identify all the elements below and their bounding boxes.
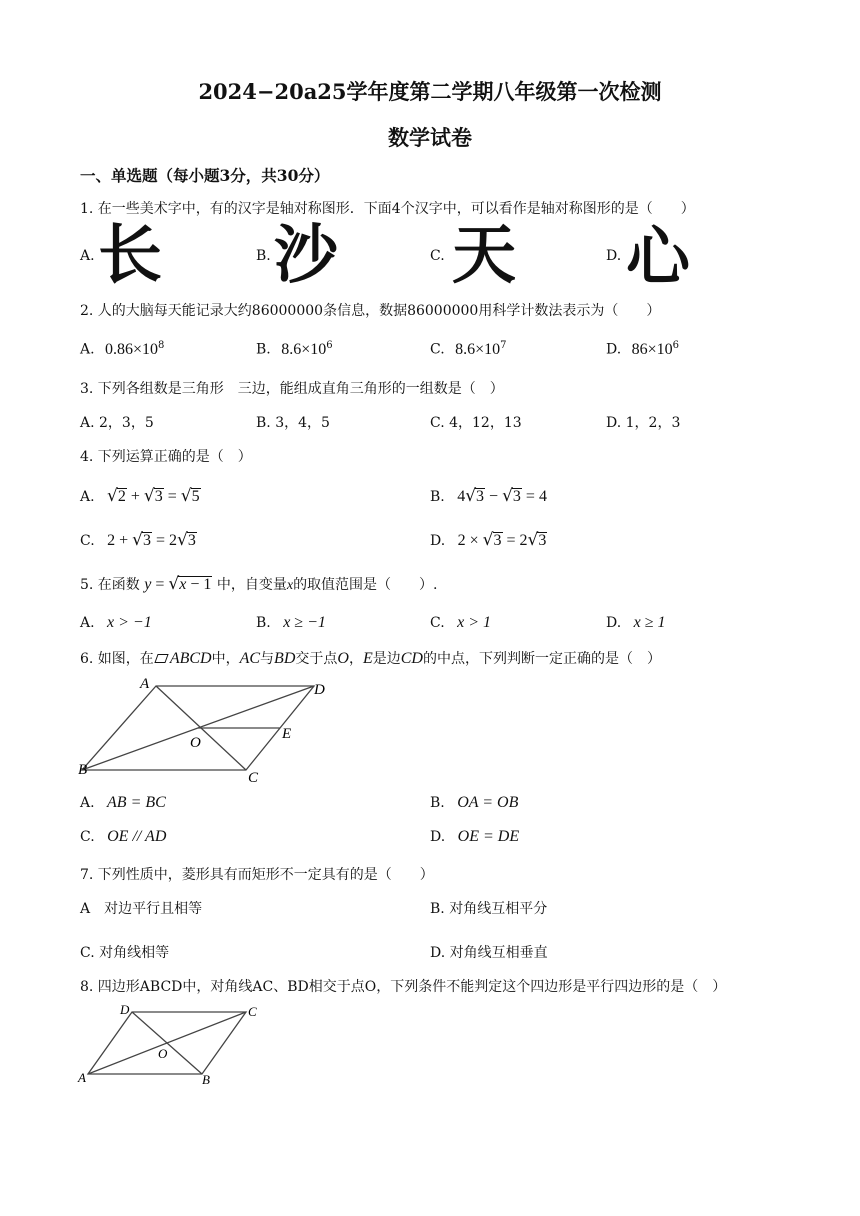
q2-option-c-exp: 7 bbox=[500, 340, 507, 351]
q6-stem-l: CD bbox=[400, 650, 423, 667]
q4-option-b-label: B. bbox=[430, 489, 445, 505]
q8-label-a: A bbox=[78, 1070, 86, 1085]
q1-option-c-label: C. bbox=[430, 248, 445, 264]
question-3-stem: 3. 下列各组数是三角形 三边，能组成直角三角形的一组数是（ ） bbox=[80, 381, 504, 397]
q7-option-b: B. 对角线互相平分 bbox=[430, 901, 548, 917]
q2-option-a bbox=[80, 340, 164, 359]
q5-option-a-label: A. bbox=[80, 615, 95, 631]
q6-option-a-label: A. bbox=[80, 795, 95, 811]
q6-stem-m: 的中点，下列判断一定正确的是（ ） bbox=[422, 651, 661, 667]
q8-label-c: C bbox=[248, 1004, 257, 1019]
q8-label-b: B bbox=[202, 1072, 210, 1087]
q6-parallelogram-figure bbox=[74, 674, 344, 788]
q6-label-e: E bbox=[282, 726, 292, 742]
q4-option-d bbox=[430, 530, 547, 550]
q4-option-c-expr: 2 + √3 = 2√3 bbox=[107, 530, 196, 550]
q5-option-c-label: C. bbox=[430, 615, 445, 631]
q2-option-c-label: C. bbox=[430, 341, 445, 358]
q4-option-b bbox=[430, 486, 547, 506]
page-subtitle: 数学试卷 bbox=[388, 125, 472, 150]
q6-stem-i: ， bbox=[348, 651, 363, 667]
question-1-stem: 1. 在一些美术字中，有的汉字是轴对称图形．下面4个汉字中，可以看作是轴对称图形的是（ ） bbox=[80, 201, 695, 217]
q5-option-c bbox=[430, 614, 491, 632]
q6-stem-g: 交于点 bbox=[295, 651, 338, 667]
q3-option-d: D. 1，2，3 bbox=[606, 415, 681, 431]
q6-stem-b: ABCD bbox=[169, 650, 212, 667]
q5-option-d-label: D. bbox=[606, 615, 622, 631]
q6-option-a-expr: AB = BC bbox=[107, 794, 166, 811]
q6-label-c: C bbox=[248, 770, 259, 786]
q8-label-o: O bbox=[158, 1046, 168, 1061]
q5-option-a bbox=[80, 614, 152, 632]
question-8-stem: 8. 四边形ABCD中，对角线AC、BD相交于点O，下列条件不能判定这个四边形是平行四边形的是（ ） bbox=[80, 979, 727, 995]
question-2-stem: 2. 人的大脑每天能记录大约86000000条信息，数据86000000用科学计数法表示为（ ） bbox=[80, 303, 661, 319]
q6-option-b-label: B. bbox=[430, 795, 445, 811]
q8-label-d: D bbox=[120, 1002, 130, 1017]
q2-option-a-base: 0.86×10 bbox=[105, 340, 159, 358]
q6-label-o: O bbox=[190, 735, 201, 751]
q6-label-b: B bbox=[78, 762, 88, 778]
q6-option-d-expr: OE = DE bbox=[457, 828, 520, 845]
q6-stem-d: AC bbox=[239, 650, 261, 667]
q7-option-d: D. 对角线互相垂直 bbox=[430, 945, 548, 961]
q6-label-d: D bbox=[314, 682, 325, 698]
q1-option-a-label: A. bbox=[80, 248, 95, 264]
q4-option-b-expr: 4√3 − √3 = 4 bbox=[457, 486, 547, 506]
q2-option-b-exp: 6 bbox=[326, 340, 333, 351]
q6-option-b-expr: OA = OB bbox=[457, 794, 519, 811]
q5-option-a-expr: x > −1 bbox=[107, 614, 152, 631]
q4-option-c bbox=[80, 530, 197, 550]
q4-option-d-expr: 2 × √3 = 2√3 bbox=[457, 530, 547, 550]
q2-option-d-base: 86×10 bbox=[631, 340, 673, 358]
q6-label-a: A bbox=[140, 676, 150, 692]
section-heading: 一、单选题（每小题3分，共30分） bbox=[80, 166, 330, 185]
q6-option-c-expr: OE // AD bbox=[107, 828, 167, 845]
page-title: 2024−20a25学年度第二学期八年级第一次检测 bbox=[198, 79, 662, 104]
q5-stem-pre: 5. 在函数 bbox=[80, 577, 140, 593]
q5-option-b-expr: x ≥ −1 bbox=[283, 614, 326, 631]
q3-option-b: B. 3，4，5 bbox=[256, 415, 330, 431]
q3-option-a: A. 2，3，5 bbox=[80, 415, 154, 431]
q6-stem-h: O bbox=[337, 650, 349, 667]
q6-stem-j: E bbox=[362, 650, 373, 667]
q1-option-a-char: 长 bbox=[98, 219, 162, 293]
q2-option-a-label: A. bbox=[80, 341, 95, 358]
q5-stem-end: 的取值范围是（ ）. bbox=[293, 577, 438, 593]
q2-option-d-exp: 6 bbox=[672, 340, 680, 351]
q2-option-c bbox=[430, 340, 507, 359]
q7-option-c: C. 对角线相等 bbox=[80, 945, 170, 961]
q5-stem-post: 中，自变量 bbox=[216, 577, 287, 593]
q2-option-a-exp: 8 bbox=[158, 340, 165, 351]
q2-option-b-base: 8.6×10 bbox=[281, 340, 327, 358]
q2-option-b bbox=[256, 340, 333, 359]
q1-option-b-label: B. bbox=[256, 248, 271, 264]
q3-option-c: C. 4，12，13 bbox=[430, 415, 522, 431]
q8-parallelogram-figure bbox=[74, 1000, 274, 1090]
q1-option-d-char: 心 bbox=[626, 221, 690, 295]
q2-option-c-base: 8.6×10 bbox=[455, 340, 501, 358]
q2-option-d bbox=[606, 340, 679, 359]
question-5-stem bbox=[80, 574, 438, 594]
q4-option-a-expr: √2 + √3 = √5 bbox=[107, 486, 200, 506]
q6-stem-e: 与 bbox=[260, 651, 275, 667]
q4-option-a-label: A. bbox=[80, 489, 95, 505]
q6-stem-a: 6. 如图，在 bbox=[80, 651, 154, 667]
q2-option-d-label: D. bbox=[606, 341, 622, 358]
q2-option-b-label: B. bbox=[256, 341, 271, 358]
q8-diagonal-bd bbox=[132, 1012, 202, 1074]
q6-option-c-label: C. bbox=[80, 829, 95, 845]
q1-option-c-char: 天 bbox=[452, 219, 516, 293]
q5-option-d bbox=[606, 614, 666, 632]
q6-stem-f: BD bbox=[274, 650, 296, 667]
q5-stem-var: x bbox=[286, 578, 294, 593]
q6-option-b bbox=[430, 794, 518, 812]
q5-option-d-expr: x ≥ 1 bbox=[633, 614, 666, 631]
q6-option-a bbox=[80, 794, 166, 812]
q5-option-c-expr: x > 1 bbox=[457, 614, 492, 631]
q7-option-a: A 对边平行且相等 bbox=[80, 901, 203, 917]
q6-stem-c: 中， bbox=[211, 651, 240, 667]
q1-option-b-char: 沙 bbox=[274, 219, 338, 293]
q6-option-d-label: D. bbox=[430, 829, 446, 845]
question-4-stem: 4. 下列运算正确的是（ ） bbox=[80, 449, 252, 465]
q5-option-b bbox=[256, 614, 326, 632]
q5-function-expr: y = √x − 1 bbox=[144, 574, 212, 594]
q4-option-d-label: D. bbox=[430, 533, 446, 549]
q4-option-a bbox=[80, 486, 201, 506]
question-7-stem: 7. 下列性质中，菱形具有而矩形不一定具有的是（ ） bbox=[80, 867, 434, 883]
q4-option-c-label: C. bbox=[80, 533, 95, 549]
parallelogram-icon bbox=[154, 654, 168, 663]
q6-stem-k: 是边 bbox=[372, 651, 401, 667]
question-6-stem bbox=[80, 648, 661, 668]
q5-option-b-label: B. bbox=[256, 615, 271, 631]
q6-option-c bbox=[80, 828, 166, 846]
q6-option-d bbox=[430, 828, 519, 846]
q1-option-d-label: D. bbox=[606, 248, 622, 264]
